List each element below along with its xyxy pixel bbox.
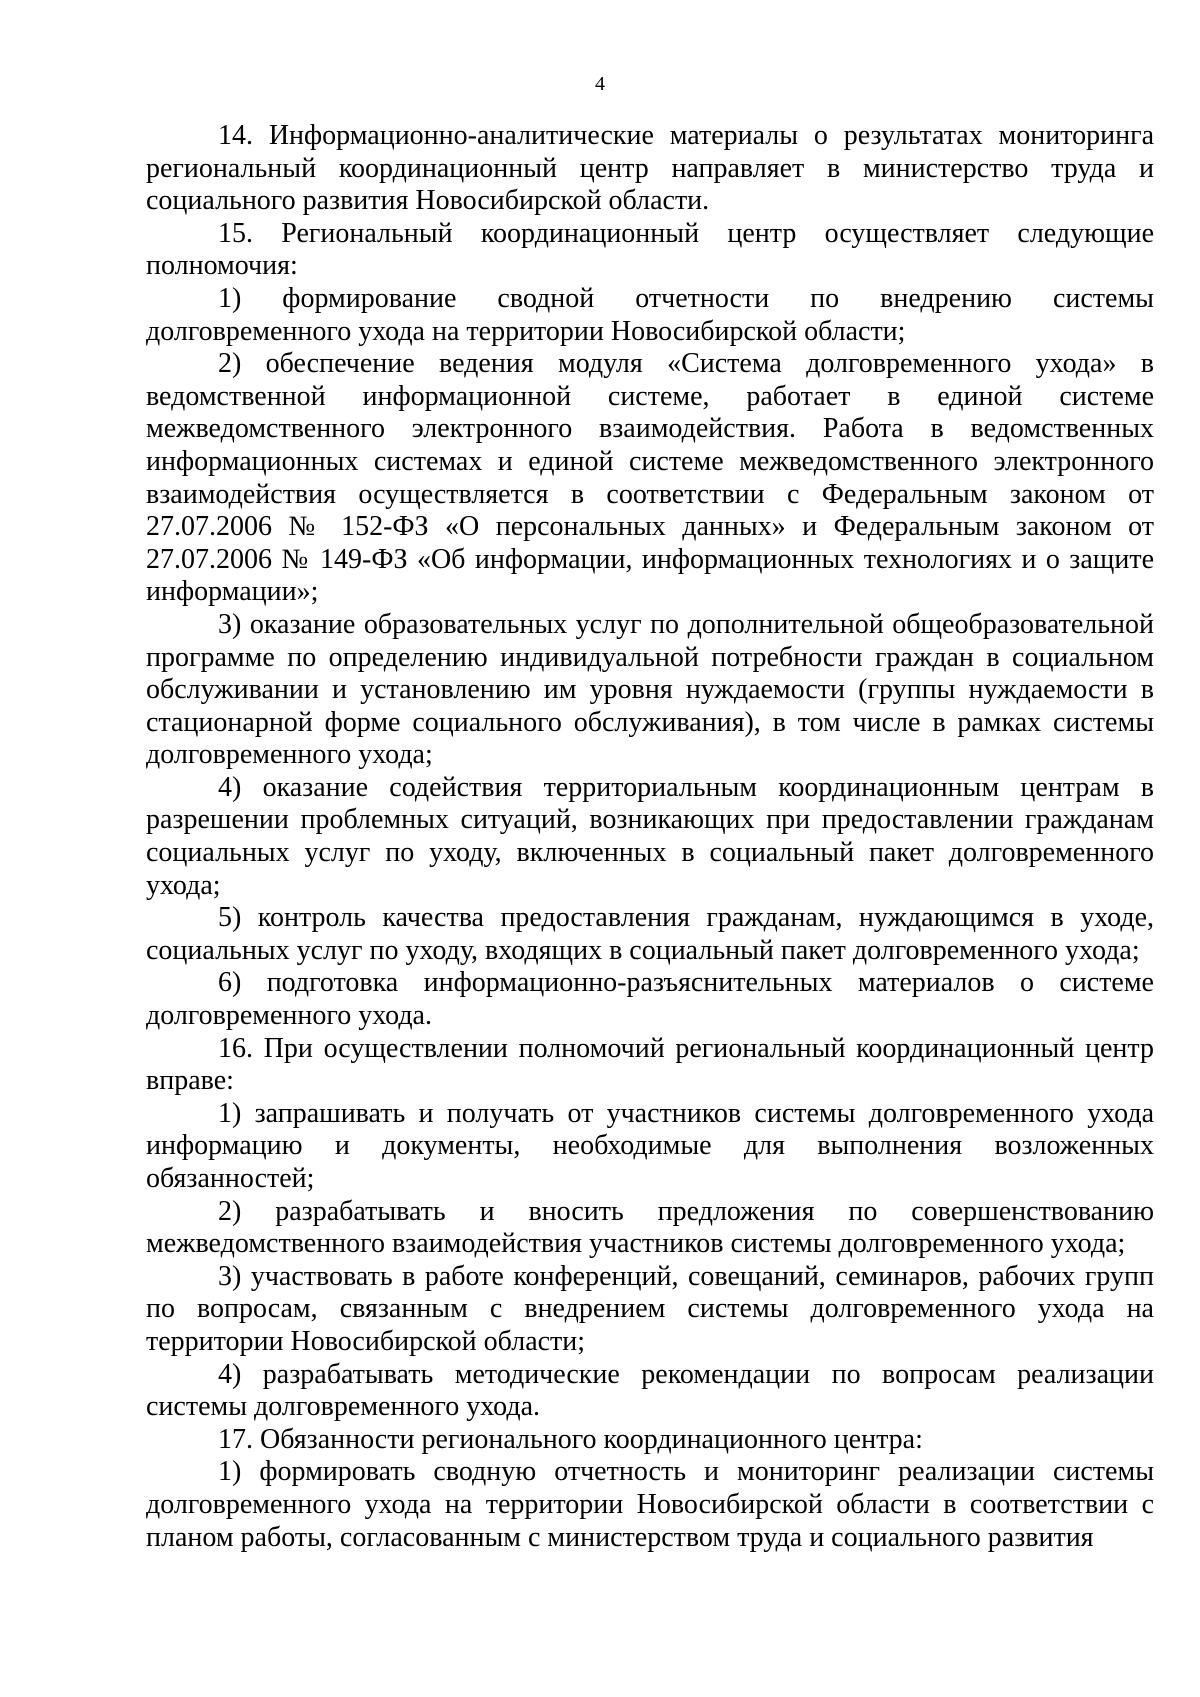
paragraph-15-item-2: 2) обеспечение ведения модуля «Система долговременного ухода» в ведомственной информационной системе, работает в единой системе межведомственного электронного взаимодействия. Работа в ведомственных информационных системах и единой системе межведомственного электронного взаимодействия осуществляется в соответствии с Федеральным законом от 27.07.2006 № 152-ФЗ «О персональных данных» и Федеральным законом от 27.07.2006 № 149-ФЗ «Об информации, информационных технологиях и о защите информации»; (146, 348, 1154, 608)
document-body (146, 120, 1154, 1554)
paragraph-16-item-2: 2) разрабатывать и вносить предложения по совершенствованию межведомственного взаимодействия участников системы долговременного ухода; (146, 1195, 1154, 1260)
paragraph-16-item-4: 4) разрабатывать методические рекомендации по вопросам реализации системы долговременного ухода. (146, 1358, 1154, 1423)
paragraph-17-item-1: 1) формировать сводную отчетность и мониторинг реализации системы долговременного ухода на территории Новосибирской области в соответствии с планом работы, согласованным с министерством труда и социального развития (146, 1456, 1154, 1553)
paragraph-16: 16. При осуществлении полномочий региональный координационный центр вправе: (146, 1032, 1154, 1097)
paragraph-15-item-4: 4) оказание содействия территориальным координационным центрам в разрешении проблемных ситуаций, возникающих при предоставлении гражданам социальных услуг по уходу, включенных в социальный пакет долговременного ухода; (146, 771, 1154, 901)
paragraph-15: 15. Региональный координационный центр осуществляет следующие полномочия: (146, 217, 1154, 282)
paragraph-16-item-3: 3) участвовать в работе конференций, совещаний, семинаров, рабочих групп по вопросам, связанным с внедрением системы долговременного ухода на территории Новосибирской области; (146, 1260, 1154, 1357)
paragraph-17: 17. Обязанности регионального координационного центра: (218, 1423, 923, 1455)
paragraph-15-item-1: 1) формирование сводной отчетности по внедрению системы долговременного ухода на территории Новосибирской области; (146, 282, 1154, 347)
paragraph-16-item-1: 1) запрашивать и получать от участников системы долговременного ухода информацию и документы, необходимые для выполнения возложенных обязанностей; (146, 1097, 1154, 1194)
paragraph-15-item-5: 5) контроль качества предоставления гражданам, нуждающимся в уходе, социальных услуг по уходу, входящих в социальный пакет долговременного ухода; (146, 902, 1154, 966)
paragraph-15-item-6: 6) подготовка информационно-разъяснительных материалов о системе долговременного ухода. (146, 967, 1154, 1032)
paragraph-14: 14. Информационно-аналитические материалы о результатах мониторинга региональный координационный центр направляет в министерство труда и социального развития Новосибирской области. (146, 120, 1154, 217)
page-number: 4 (595, 73, 605, 95)
paragraph-15-item-3: 3) оказание образовательных услуг по дополнительной общеобразовательной программе по определению индивидуальной потребности граждан в социальном обслуживании и установлению им уровня нуждаемости (группы нуждаемости в стационарной форме социального обслуживания), в том числе в рамках системы долговременного ухода; (146, 608, 1154, 771)
